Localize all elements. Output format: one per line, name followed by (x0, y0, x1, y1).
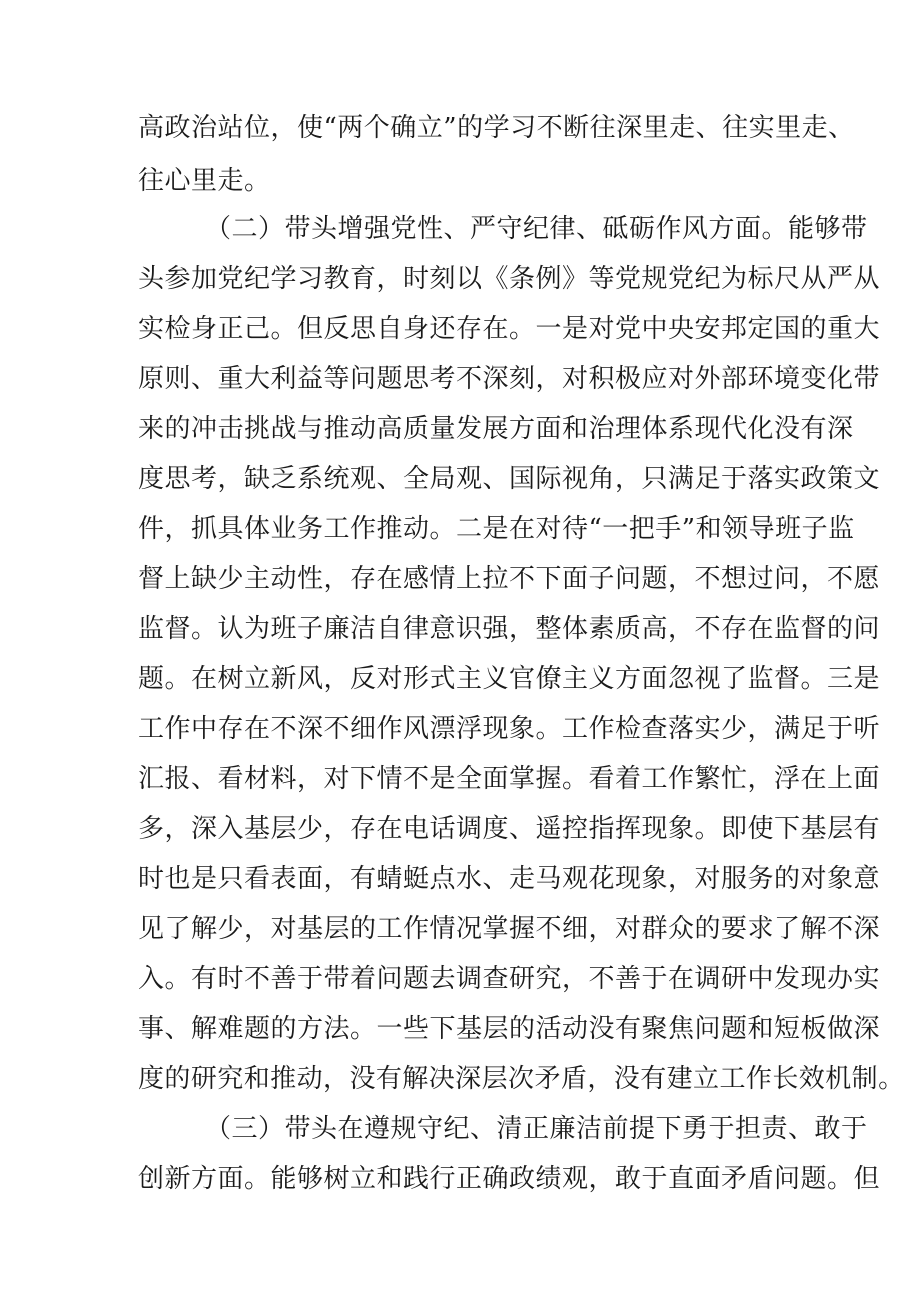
text-line-14: 汇报、看材料，对下情不是全面掌握。看着工作繁忙，浮在上面 (138, 764, 881, 794)
text-line-18: 入。有时不善于带着问题去调查研究，不善于在调研中发现办实 (138, 964, 881, 994)
section-heading-3: （三）带头在遵规守纪、清正廉洁前提下勇于担责、敢于 (205, 1114, 868, 1144)
text-line-7: 来的冲击挑战与推动高质量发展方面和治理体系现代化没有深 (138, 414, 854, 444)
text-line-22: 创新方面。能够树立和践行正确政绩观，敢于直面矛盾问题。但 (138, 1164, 881, 1194)
text-line-4: 头参加党纪学习教育，时刻以《条例》等党规党纪为标尺从严从 (138, 264, 881, 294)
text-line-5: 实检身正己。但反思自身还存在。一是对党中央安邦定国的重大 (138, 314, 881, 344)
text-line-11: 监督。认为班子廉洁自律意识强，整体素质高，不存在监督的问 (138, 614, 881, 644)
text-line-17: 见了解少，对基层的工作情况掌握不细，对群众的要求了解不深 (138, 914, 881, 944)
text-line-12: 题。在树立新风，反对形式主义官僚主义方面忽视了监督。三是 (138, 664, 881, 694)
text-line-19: 事、解难题的方法。一些下基层的活动没有聚焦问题和短板做深 (138, 1014, 881, 1044)
text-line-6: 原则、重大利益等问题思考不深刻，对积极应对外部环境变化带 (138, 364, 881, 394)
text-line-1: 高政治站位，使“两个确立”的学习不断往深里走、往实里走、 (138, 113, 855, 143)
text-line-2: 往心里走。 (138, 166, 271, 196)
text-line-10: 督上缺少主动性，存在感情上拉不下面子问题，不想过问，不愿 (138, 564, 881, 594)
text-line-13: 工作中存在不深不细作风漂浮现象。工作检查落实少，满足于听 (138, 714, 881, 744)
text-line-8: 度思考，缺乏系统观、全局观、国际视角，只满足于落实政策文 (138, 464, 881, 494)
text-line-16: 时也是只看表面，有蜻蜓点水、走马观花现象，对服务的对象意 (138, 864, 881, 894)
section-heading-2: （二）带头增强党性、严守纪律、砥砺作风方面。能够带 (205, 214, 868, 244)
text-line-15: 多，深入基层少，存在电话调度、遥控指挥现象。即使下基层有 (138, 814, 881, 844)
text-line-20: 度的研究和推动，没有解决深层次矛盾，没有建立工作长效机制。 (138, 1064, 905, 1094)
text-line-9: 件，抓具体业务工作推动。二是在对待“一把手”和领导班子监 (138, 514, 855, 544)
